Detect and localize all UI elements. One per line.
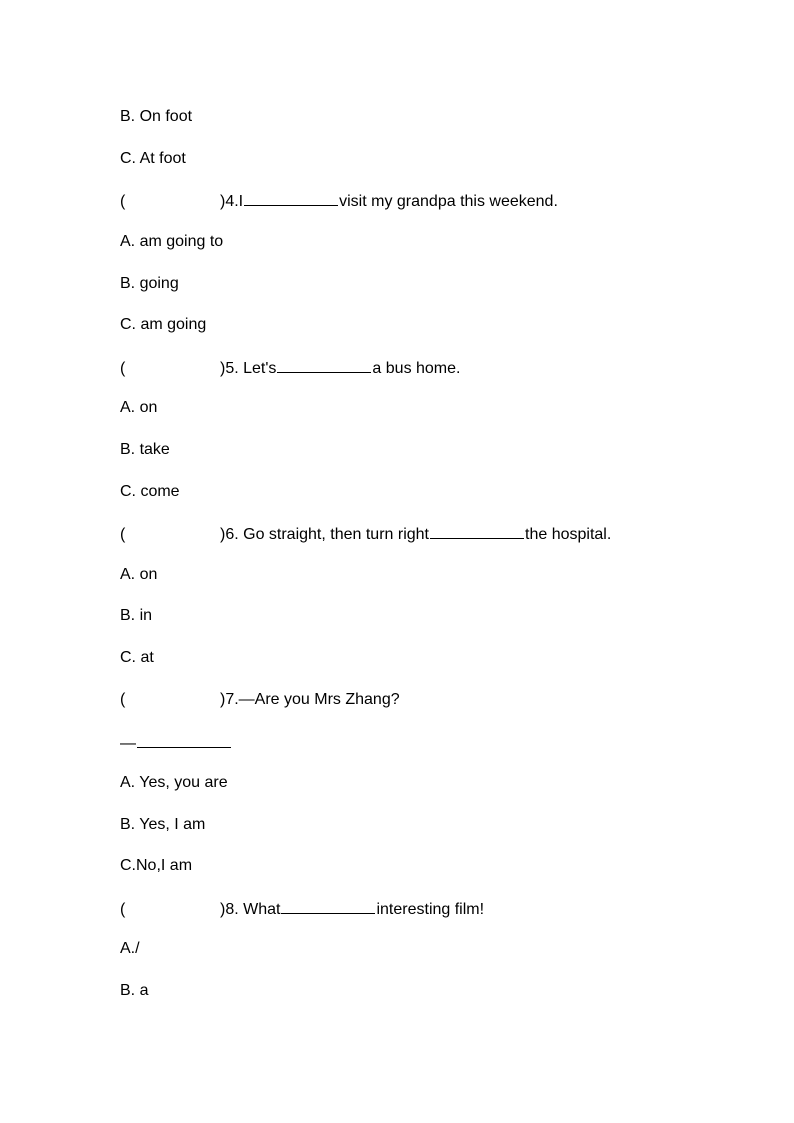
answer-blank[interactable]	[430, 522, 524, 539]
answer-paren: (	[120, 691, 126, 708]
q4-option-b: B. going	[120, 275, 179, 292]
q3-option-c: C. At foot	[120, 150, 186, 167]
q5-option-c: C. come	[120, 483, 180, 500]
question-number: )8.	[220, 901, 239, 918]
stem-after: the hospital.	[525, 526, 612, 543]
q8-option-b: B. a	[120, 982, 149, 999]
answer-blank[interactable]	[244, 189, 338, 206]
question-number: )5.	[220, 360, 239, 377]
q5-option-b: B. take	[120, 441, 170, 458]
stem-before: Go straight, then turn right	[238, 526, 429, 543]
answer-paren: (	[120, 360, 126, 377]
answer-blank[interactable]	[277, 356, 371, 373]
answer-blank[interactable]	[137, 731, 231, 748]
stem-before: I	[238, 193, 244, 210]
q7-option-c: C.No,I am	[120, 857, 193, 874]
stem-before: Let's	[238, 360, 277, 377]
q8-option-a: A./	[120, 940, 140, 957]
q7-option-a: A. Yes, you are	[120, 774, 228, 791]
q6-option-c: C. at	[120, 649, 154, 666]
q3-option-b: B. On foot	[120, 108, 193, 125]
q4-option-c: C. am going	[120, 316, 207, 333]
q7-stem	[120, 689, 400, 711]
q6-stem	[120, 522, 611, 544]
reply-dash: —	[120, 735, 136, 752]
q4-stem	[120, 189, 558, 211]
q4-option-a: A. am going to	[120, 233, 224, 250]
question-number: )4.	[220, 193, 239, 210]
stem-after: a bus home.	[372, 360, 461, 377]
stem-after: visit my grandpa this weekend.	[339, 193, 558, 210]
q6-option-a: A. on	[120, 566, 158, 583]
question-number: )7.	[220, 691, 239, 708]
q6-option-b: B. in	[120, 607, 153, 624]
question-number: )6.	[220, 526, 239, 543]
q7-option-b: B. Yes, I am	[120, 816, 206, 833]
q8-stem	[120, 897, 484, 919]
stem-before: —Are you Mrs Zhang?	[238, 691, 400, 708]
answer-blank[interactable]	[281, 897, 375, 914]
q7-reply	[120, 731, 232, 753]
answer-paren: (	[120, 901, 126, 918]
q5-option-a: A. on	[120, 399, 158, 416]
answer-paren: (	[120, 193, 126, 210]
stem-before: What	[238, 901, 281, 918]
stem-after: interesting film!	[376, 901, 485, 918]
answer-paren: (	[120, 526, 126, 543]
q5-stem	[120, 356, 460, 378]
